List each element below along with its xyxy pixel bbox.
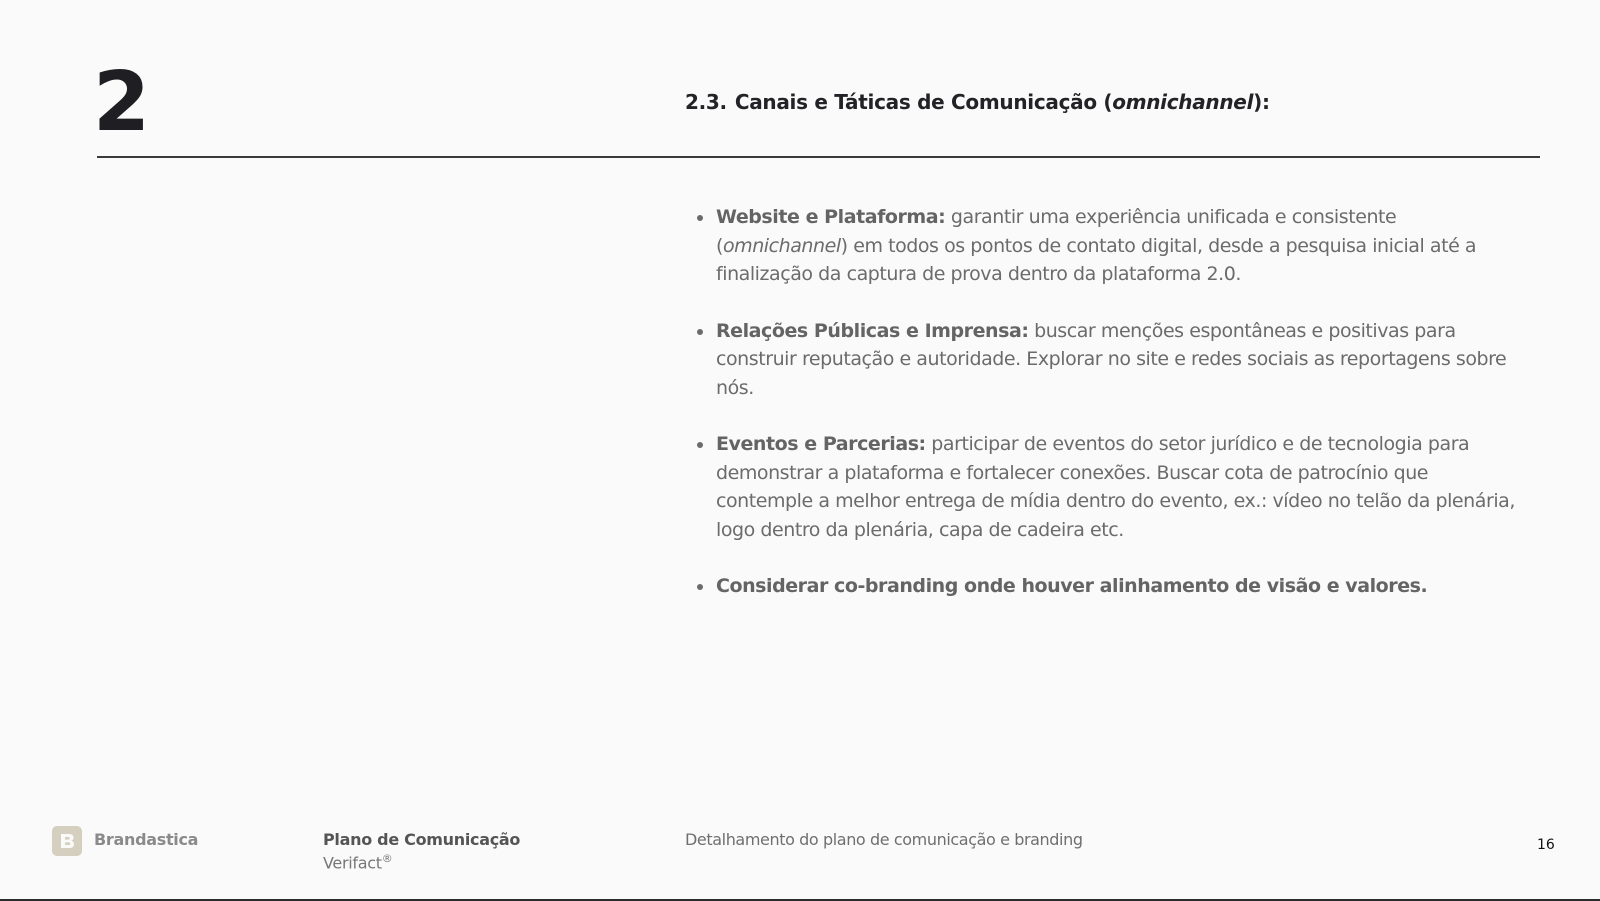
section-title-end: ): — [1253, 90, 1270, 114]
header-divider — [97, 156, 1540, 158]
bullet-text: Considerar co-branding onde houver alinhamento de visão e valores. — [716, 575, 1428, 597]
bullet-co-branding — [716, 572, 1524, 601]
bullet-emphasis: omnichannel — [722, 234, 841, 257]
footer-plan-title: Plano de Comunicação — [323, 830, 521, 849]
bullet-lead: Eventos e Parcerias: — [716, 433, 926, 455]
section-title-text: Canais e Táticas de Comunicação ( — [734, 90, 1113, 114]
brandastica-logo-glyph — [58, 832, 76, 850]
bullet-lead: Website e Plataforma: — [716, 206, 946, 228]
bullet-website-plataforma — [716, 203, 1524, 289]
bullet-list — [716, 203, 1524, 629]
bullet-text: participar de eventos do setor jurídico e de tecnologia para demonstrar a plataforma e fortalecer conexões. Buscar cota de patrocínio que contemple a melhor entrega de mídia dentro do evento, ex.: vídeo no telão da plenária, logo dentro da plenária, capa de cadeira etc. — [716, 433, 1515, 541]
footer-plan-client: Verifact — [323, 853, 382, 873]
bullet-lead: Relações Públicas e Imprensa: — [716, 319, 1029, 342]
bullet-relacoes-publicas — [716, 317, 1524, 403]
bullet-text-continued: ) em todos os pontos de contato digital, desde a pesquisa inicial até a finalização da captura de prova dentro da plataforma 2.0. — [716, 234, 1477, 285]
section-title-emphasis: omnichannel — [1112, 90, 1254, 114]
brandastica-logo-icon — [52, 826, 82, 856]
bullet-text: garantir uma experiência unificada e consistente ( — [716, 206, 1397, 257]
footer-description: Detalhamento do plano de comunicação e branding — [685, 830, 1083, 849]
bullet-text: buscar menções espontâneas e positivas para construir reputação e autoridade. Explorar no site e redes sociais as reportagens sobre nós. — [716, 319, 1507, 399]
bullet-eventos-parcerias — [716, 430, 1524, 544]
footer-plan-subtitle — [323, 849, 520, 872]
section-title-number: 2.3. — [685, 90, 727, 114]
section-title — [685, 90, 1270, 114]
footer-plan — [323, 830, 520, 872]
registered-mark: ® — [381, 852, 393, 865]
page-number: 16 — [1537, 837, 1555, 853]
footer-brand-name: Brandastica — [94, 830, 199, 849]
section-number: 2 — [93, 55, 149, 150]
